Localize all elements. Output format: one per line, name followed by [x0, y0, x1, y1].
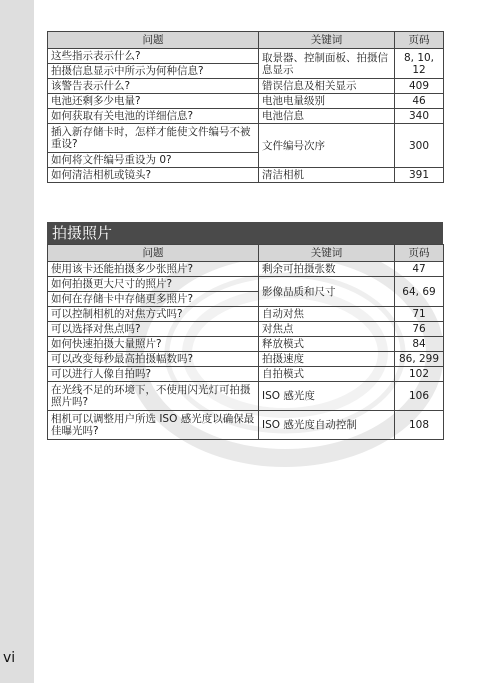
page-cell: 71 — [395, 307, 444, 322]
keyword-cell: 自动对焦 — [259, 307, 395, 322]
question-cell: 可以控制相机的对焦方式吗? — [48, 307, 259, 322]
keyword-cell: 电池信息 — [259, 109, 395, 124]
table-row — [48, 124, 444, 153]
keyword-cell: 清洁相机 — [259, 168, 395, 183]
header-question: 问题 — [48, 32, 259, 49]
keyword-cell: 拍摄速度 — [259, 352, 395, 367]
question-cell: 可以改变每秒最高拍摄幅数吗? — [48, 352, 259, 367]
keyword-cell: 错误信息及相关显示 — [259, 79, 395, 94]
table-row — [48, 307, 444, 322]
question-cell: 拍摄信息显示中所示为何种信息? — [48, 64, 259, 79]
header-page: 页码 — [395, 245, 444, 262]
question-cell: 在光线不足的环境下，不使用闪光灯可拍摄照片吗? — [48, 382, 259, 411]
header-question: 问题 — [48, 245, 259, 262]
question-cell: 可以选择对焦点吗? — [48, 322, 259, 337]
question-cell: 使用该卡还能拍摄多少张照片? — [48, 262, 259, 277]
question-cell: 如何清洁相机或镜头? — [48, 168, 259, 183]
table-row — [48, 382, 444, 411]
section-title: 拍摄照片 — [47, 222, 443, 244]
question-cell: 相机可以调整用户所选 ISO 感光度以确保最佳曝光吗? — [48, 411, 259, 440]
header-keyword: 关键词 — [259, 245, 395, 262]
table-row — [48, 262, 444, 277]
keyword-cell: 电池电量级别 — [259, 94, 395, 109]
table-row — [48, 337, 444, 352]
keyword-cell: ISO 感光度 — [259, 382, 395, 411]
margin-strip — [0, 0, 34, 683]
table-row — [48, 367, 444, 382]
qa-table-general — [47, 31, 444, 183]
question-cell: 插入新存储卡时，怎样才能使文件编号不被重设? — [48, 124, 259, 153]
table-header-row — [48, 245, 444, 262]
keyword-cell: 释放模式 — [259, 337, 395, 352]
page-cell: 76 — [395, 322, 444, 337]
question-cell: 如何快速拍摄大量照片? — [48, 337, 259, 352]
header-page: 页码 — [395, 32, 444, 49]
page-cell: 8, 10, 12 — [395, 49, 444, 79]
keyword-cell: 对焦点 — [259, 322, 395, 337]
page-cell: 108 — [395, 411, 444, 440]
keyword-cell: 自拍模式 — [259, 367, 395, 382]
question-cell: 如何获取有关电池的详细信息? — [48, 109, 259, 124]
keyword-cell: 影像品质和尺寸 — [259, 277, 395, 307]
page-cell: 409 — [395, 79, 444, 94]
table-row — [48, 411, 444, 440]
page-cell: 47 — [395, 262, 444, 277]
question-cell: 该警告表示什么? — [48, 79, 259, 94]
page-cell: 300 — [395, 124, 444, 168]
table-row — [48, 79, 444, 94]
question-cell: 这些指示表示什么? — [48, 49, 259, 64]
page-cell: 46 — [395, 94, 444, 109]
keyword-cell: ISO 感光度自动控制 — [259, 411, 395, 440]
page-cell: 340 — [395, 109, 444, 124]
question-cell: 如何拍摄更大尺寸的照片? — [48, 277, 259, 292]
question-cell: 电池还剩多少电量? — [48, 94, 259, 109]
page-cell: 102 — [395, 367, 444, 382]
keyword-cell: 取景器、控制面板、拍摄信息显示 — [259, 49, 395, 79]
table-row — [48, 168, 444, 183]
question-cell: 可以进行人像自拍吗? — [48, 367, 259, 382]
page-cell: 86, 299 — [395, 352, 444, 367]
table-header-row — [48, 32, 444, 49]
page-cell: 64, 69 — [395, 277, 444, 307]
question-cell: 如何将文件编号重设为 0? — [48, 153, 259, 168]
table-row — [48, 277, 444, 292]
qa-table-shooting — [47, 244, 444, 440]
table-row — [48, 94, 444, 109]
keyword-cell: 剩余可拍摄张数 — [259, 262, 395, 277]
table-row — [48, 322, 444, 337]
page-cell: 391 — [395, 168, 444, 183]
page-cell: 84 — [395, 337, 444, 352]
table-row — [48, 352, 444, 367]
page-cell: 106 — [395, 382, 444, 411]
header-keyword: 关键词 — [259, 32, 395, 49]
keyword-cell: 文件编号次序 — [259, 124, 395, 168]
table-row — [48, 109, 444, 124]
table-row — [48, 49, 444, 64]
page-number: vi — [3, 650, 16, 666]
question-cell: 如何在存储卡中存储更多照片? — [48, 292, 259, 307]
